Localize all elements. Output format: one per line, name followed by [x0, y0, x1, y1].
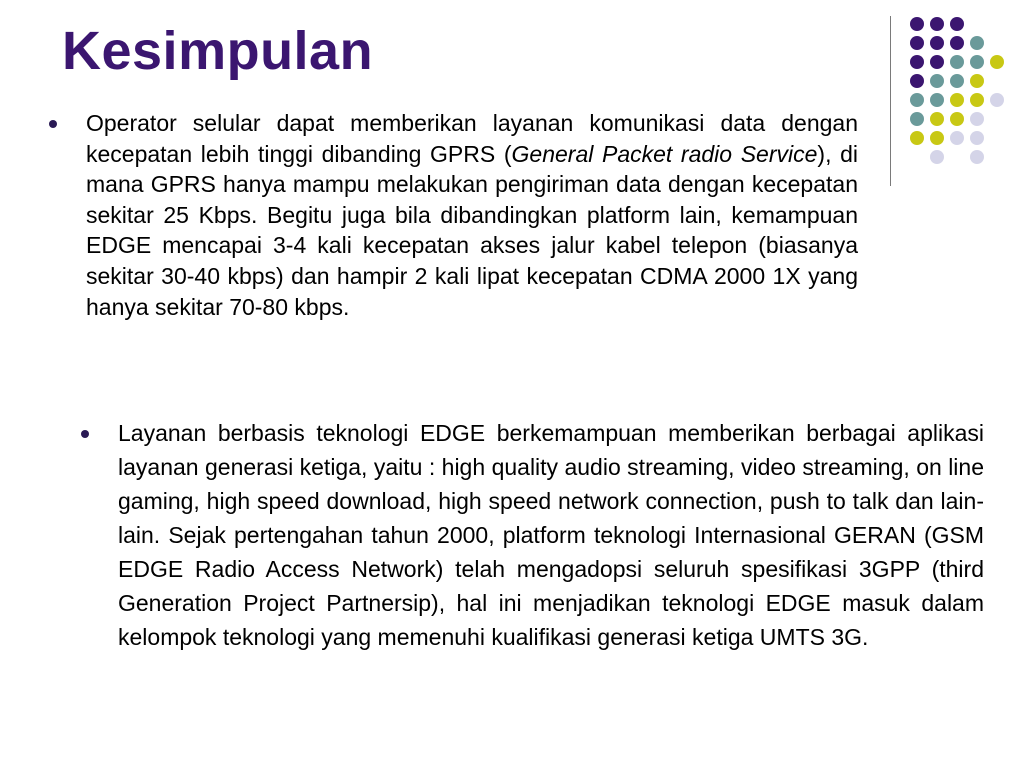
- bullet-text-start: Operator selular dapat memberikan layanan komunikasi data dengan kecepatan lebih tinggi dibanding GPRS (: [86, 110, 858, 167]
- decorative-dot: [990, 93, 1004, 107]
- decorative-dot: [910, 112, 924, 126]
- decorative-dot: [950, 74, 964, 88]
- bullet-text-end: ), di mana GPRS hanya mampu melakukan pengiriman data dengan kecepatan sekitar 25 Kbps. Begitu juga bila dibandingkan platform lain, kemampuan EDGE mencapai 3-4 kali kecepatan akses jalur kabel telepon (biasanya sekitar 30-40 kbps) dan hampir 2 kali lipat kecepatan CDMA 2000 1X yang hanya sekitar 70-80 kbps.: [86, 140, 858, 320]
- decorative-dot: [950, 55, 964, 69]
- decorative-dot: [910, 55, 924, 69]
- bullet-item: [118, 416, 984, 654]
- decorative-dot: [950, 36, 964, 50]
- decorative-dot: [970, 74, 984, 88]
- decorative-dot-grid: [900, 8, 1020, 168]
- decorative-dot: [930, 112, 944, 126]
- decorative-dot: [910, 17, 924, 31]
- bullet-item: [86, 108, 858, 322]
- bullet-text-italic: General Packet radio Service: [511, 140, 818, 167]
- decorative-dot: [930, 131, 944, 145]
- bullet-marker: [81, 430, 89, 438]
- decorative-dot: [950, 17, 964, 31]
- decorative-dot: [910, 93, 924, 107]
- decorative-dot: [970, 55, 984, 69]
- decorative-dot: [990, 55, 1004, 69]
- decorative-dot: [930, 74, 944, 88]
- decorative-divider: [890, 16, 891, 186]
- bullet-marker: [49, 120, 57, 128]
- decorative-dot: [910, 131, 924, 145]
- decorative-dot: [910, 36, 924, 50]
- decorative-dot: [970, 131, 984, 145]
- decorative-dot: [970, 150, 984, 164]
- decorative-dot: [950, 131, 964, 145]
- decorative-dot: [930, 150, 944, 164]
- bullet-text: Layanan berbasis teknologi EDGE berkemampuan memberikan berbagai aplikasi layanan generasi ketiga, yaitu : high quality audio streaming, video streaming, on line gaming, high speed download, high speed network connection, push to talk dan lain-lain. Sejak pertengahan tahun 2000, platform teknologi Internasional GERAN (GSM EDGE Radio Access Network) telah mengadopsi seluruh spesifikasi 3GPP (third Generation Project Partnersip), hal ini menjadikan teknologi EDGE masuk dalam kelompok teknologi yang memenuhi kualifikasi generasi ketiga UMTS 3G.: [118, 420, 984, 650]
- decorative-dot: [930, 36, 944, 50]
- decorative-dot: [970, 112, 984, 126]
- decorative-dot: [930, 55, 944, 69]
- decorative-dot: [930, 93, 944, 107]
- decorative-dot: [970, 36, 984, 50]
- decorative-dot: [950, 112, 964, 126]
- decorative-dot: [950, 93, 964, 107]
- slide-title: Kesimpulan: [62, 21, 374, 81]
- decorative-dot: [930, 17, 944, 31]
- decorative-dot: [970, 93, 984, 107]
- decorative-dot: [910, 74, 924, 88]
